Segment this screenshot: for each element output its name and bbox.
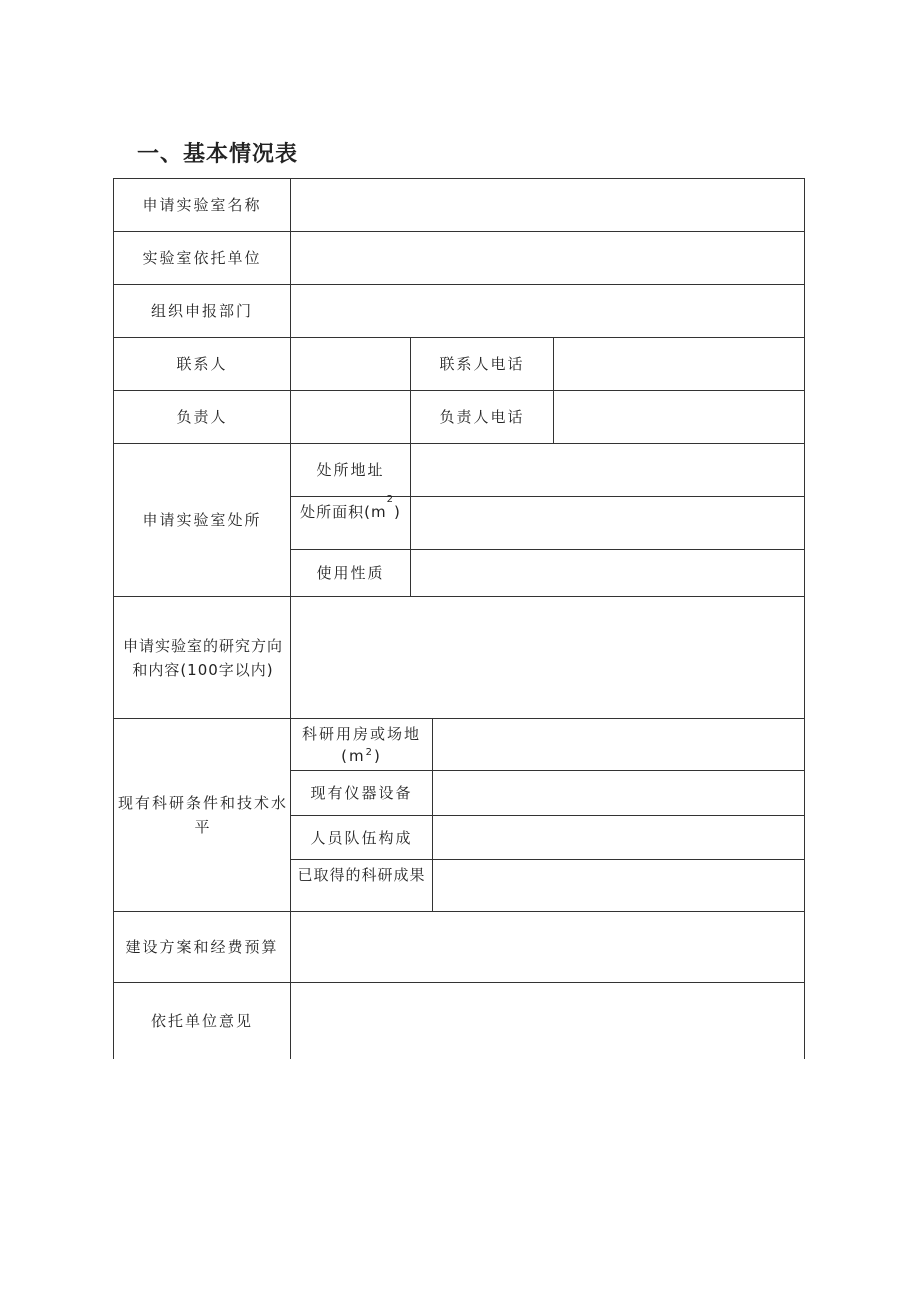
org-dept-field[interactable] [291,285,804,337]
label-opinion: 依托单位意见 [150,1012,253,1030]
label-space [291,719,432,770]
label-equipment: 现有仪器设备 [310,784,413,802]
opinion-field[interactable] [291,983,804,1059]
leader-field[interactable] [291,391,410,443]
lab-name-field[interactable] [291,179,804,231]
research-field[interactable] [291,597,804,718]
table-border-right [804,178,805,1059]
label-address: 处所地址 [316,461,385,479]
label-contact: 联系人 [176,355,228,373]
label-lab-name: 申请实验室名称 [142,196,262,214]
label-host-unit: 实验室依托单位 [142,249,262,267]
label-space-unit: (m [341,746,366,765]
label-area: 处所面积(m 2 ) [291,497,410,549]
label-premises: 申请实验室处所 [142,511,262,529]
contact-field[interactable] [291,338,410,390]
basic-info-table [113,178,805,1059]
label-space-sup: 2 [365,746,374,758]
label-staff: 人员队伍构成 [310,828,413,847]
label-org-dept: 组织申报部门 [150,302,253,320]
label-leader: 负责人 [176,408,228,426]
label-space-line2 [341,745,382,767]
label-area-text: 处所面积(m [300,503,387,521]
label-contact-phone: 联系人电话 [439,355,525,373]
host-unit-field[interactable] [291,232,804,284]
label-space-close: ) [373,746,382,765]
staff-field[interactable] [433,816,804,859]
area-field[interactable] [411,497,804,549]
label-achievements: 已取得的科研成果 [297,866,426,884]
label-conditions: 现有科研条件和技术水平 [117,794,288,836]
contact-phone-field[interactable] [554,338,804,390]
achievements-field[interactable] [433,860,804,911]
label-usage: 使用性质 [316,564,385,582]
usage-field[interactable] [411,550,804,596]
label-research: 申请实验室的研究方向和内容(100字以内) [122,636,283,679]
leader-phone-field[interactable] [554,391,804,443]
label-space-line1: 科研用房或场地 [301,724,421,743]
budget-field[interactable] [291,912,804,982]
address-field[interactable] [411,444,804,496]
label-leader-phone: 负责人电话 [439,408,525,426]
label-budget: 建设方案和经费预算 [125,938,279,956]
equipment-field[interactable] [433,771,804,815]
page-title: 一、基本情况表 [137,142,299,167]
space-field[interactable] [433,719,804,770]
label-area-close: ) [393,503,401,521]
